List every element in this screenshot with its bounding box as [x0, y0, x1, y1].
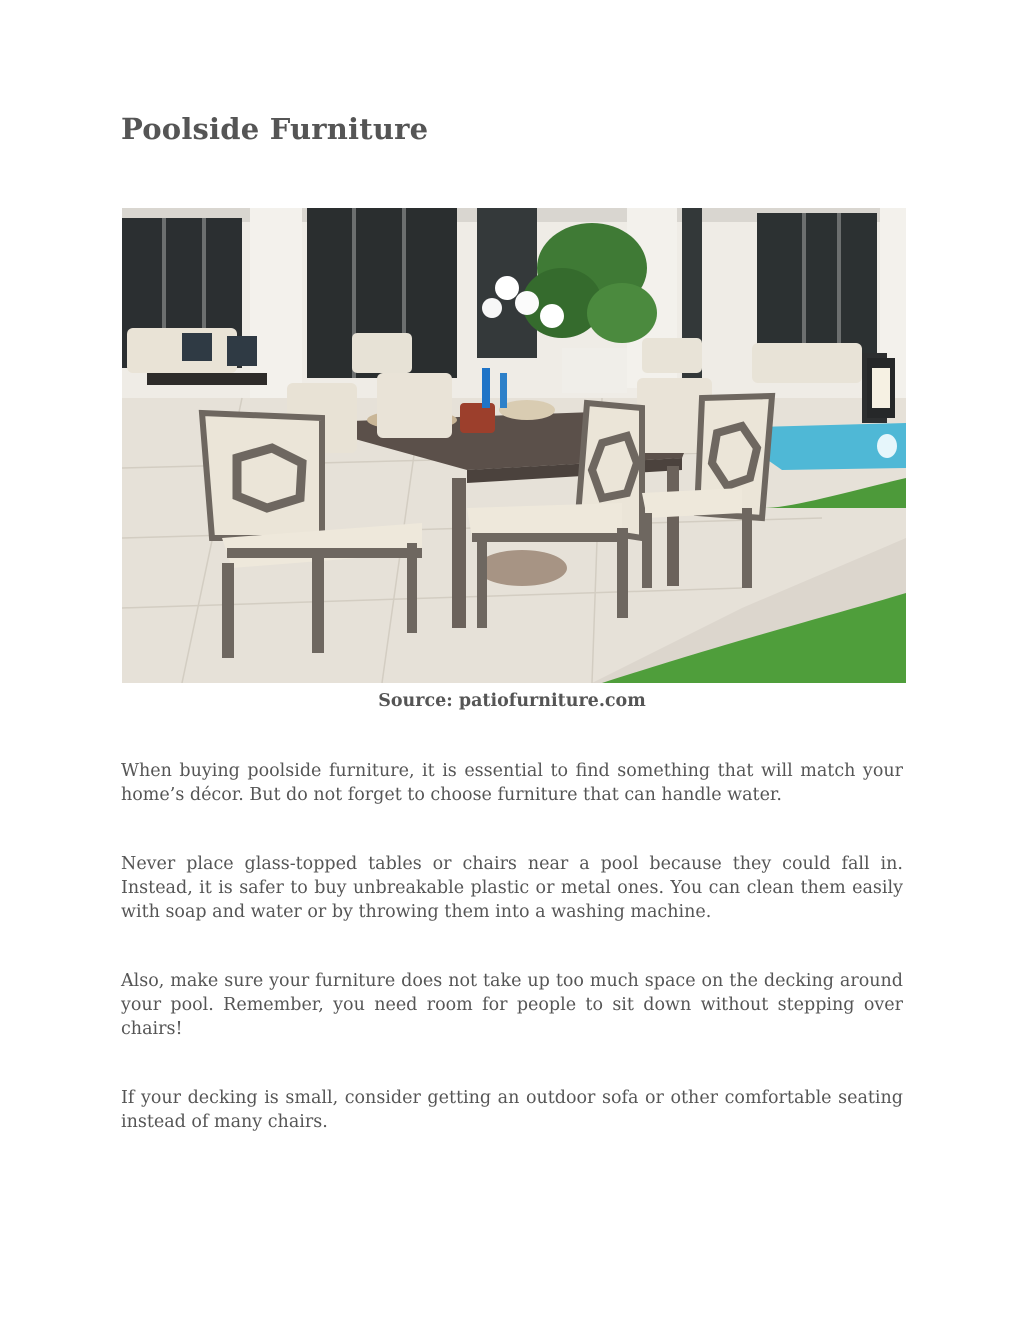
- paragraph: Never place glass-topped tables or chairs near a pool because they could fall in. Instead, it is safer to buy unbreakable plastic or metal ones. You can clean them easily with soap and water or by throwing them into a washing machine.: [121, 854, 903, 922]
- paragraph: If your decking is small, consider getting an outdoor sofa or other comfortable seating instead of many chairs.: [121, 1088, 903, 1132]
- paragraph: When buying poolside furniture, it is essential to find something that will match your home’s décor. But do not forget to choose furniture that can handle water.: [121, 761, 903, 805]
- image-caption: Source: patiofurniture.com: [378, 691, 646, 711]
- patio-dining-set-photo: [122, 208, 906, 683]
- page-title: Poolside Furniture: [121, 112, 429, 146]
- paragraph: Also, make sure your furniture does not take up too much space on the decking around your pool. Remember, you need room for people to sit down without stepping over chairs!: [121, 971, 903, 1039]
